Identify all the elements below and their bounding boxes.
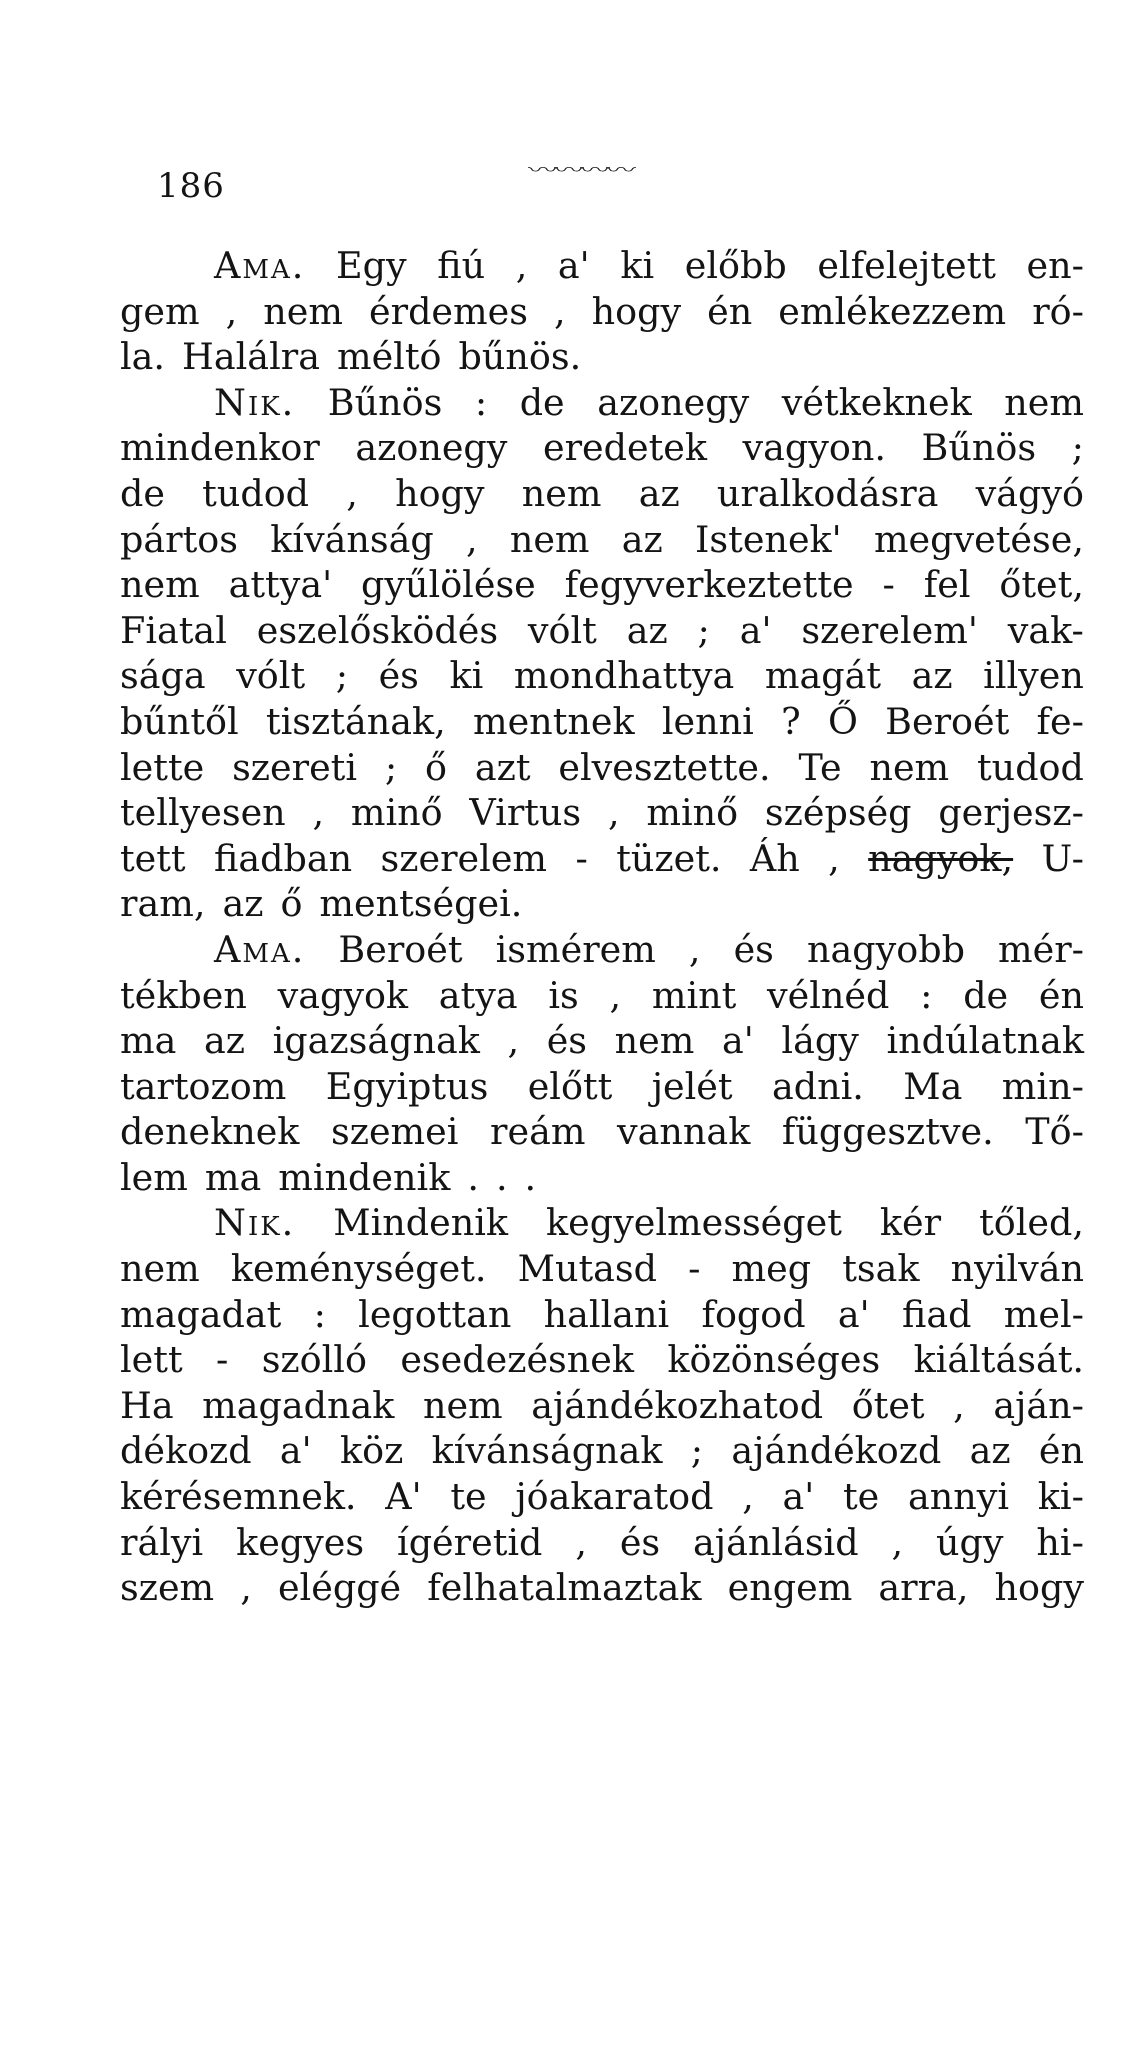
text-line: Nik. Mindenik kegyelmességet kér tőled, <box>214 1201 1084 1245</box>
text-line: deneknek szemei reám vannak függesztve. Tő- <box>120 1110 1084 1154</box>
text-line: sága vólt ; és ki mondhattya magát az illyen <box>120 654 1084 698</box>
page-number: 186 <box>157 166 225 206</box>
header-ornament: 〰〰〰〰 <box>528 160 632 180</box>
text-line: pártos kívánság , nem az Istenek' megvetése, <box>120 517 1084 561</box>
text-line: gem , nem érdemes , hogy én emlékezzem ró- <box>120 289 1084 333</box>
text-line: dékozd a' köz kívánságnak ; ajándékozd az én <box>120 1429 1084 1473</box>
text-line: lem ma mindenik . . . <box>120 1155 537 1199</box>
text-line: nem attya' gyűlölése fegyverkeztette - fel őtet, <box>120 563 1084 607</box>
text-line: kérésemnek. A' te jóakaratod , a' te annyi ki- <box>120 1475 1084 1519</box>
text-line: lett - szólló esedezésnek közönséges kiáltását. <box>120 1338 1084 1382</box>
text-line: bűntől tisztának, mentnek lenni ? Ő Beroét fe- <box>120 699 1084 743</box>
text-line: Ha magadnak nem ajándékozhatod őtet , aján- <box>120 1383 1084 1427</box>
text-line: ram, az ő mentségei. <box>120 882 523 926</box>
text-line: de tudod , hogy nem az uralkodásra vágyó <box>120 471 1084 515</box>
text-line: szem , eléggé felhatalmaztak engem arra, hogy <box>120 1566 1084 1610</box>
text-line: tellyesen , minő Virtus , minő szépség gerjesz- <box>120 791 1084 835</box>
text-line: Ama. Egy fiú , a' ki előbb elfelejtett en- <box>214 244 1084 287</box>
text-line: nem keménységet. Mutasd - meg tsak nyilván <box>120 1247 1084 1291</box>
text-line: ma az igazságnak , és nem a' lágy indúlatnak <box>120 1019 1084 1063</box>
text-line: Nik. Bűnös : de azonegy vétkeknek nem <box>214 380 1084 424</box>
text-line: tett fiadban szerelem - tüzet. Áh , nagyok, U- <box>120 836 1084 880</box>
text-line: tékben vagyok atya is , mint vélnéd : de én <box>120 973 1084 1017</box>
text-line: la. Halálra méltó bűnös. <box>120 335 582 379</box>
text-line: lette szereti ; ő azt elvesztette. Te nem tudod <box>120 745 1084 789</box>
text-line: rályi kegyes ígéretid , és ajánlásid , úgy hi- <box>120 1520 1084 1564</box>
text-line: Ama. Beroét ismérem , és nagyobb mér- <box>214 927 1084 971</box>
text-line: mindenkor azonegy eredetek vagyon. Bűnös ; <box>120 426 1084 470</box>
text-line: tartozom Egyiptus előtt jelét adni. Ma min- <box>120 1064 1084 1108</box>
text-line: Fiatal eszelősködés vólt az ; a' szerelem' vak- <box>120 608 1084 652</box>
body-text <box>120 243 1084 1611</box>
text-line: magadat : legottan hallani fogod a' fiad mel- <box>120 1292 1084 1336</box>
